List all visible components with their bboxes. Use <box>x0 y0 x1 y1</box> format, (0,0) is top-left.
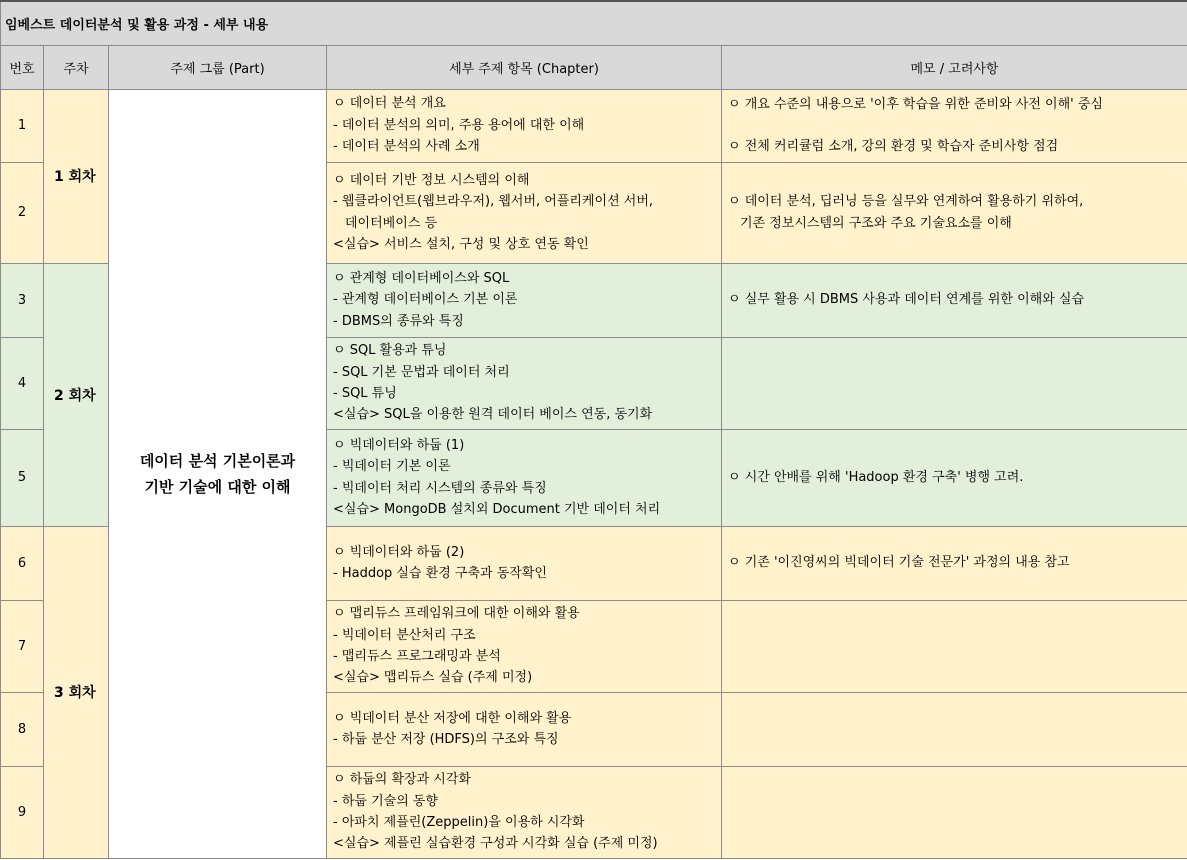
table-row <box>1 89 1187 162</box>
memo-line: 기존 정보시스템의 구조와 주요 기술요소를 이해 <box>740 215 1012 231</box>
memo-line: ㅇ 개요 수준의 내용으로 '이후 학습을 위한 준비와 사전 이해' 중심 <box>728 96 1103 112</box>
chapter-line: - 빅데이터 분산처리 구조 <box>333 627 476 643</box>
memo-line <box>728 115 1187 136</box>
row-number[interactable]: 3 <box>1 263 44 337</box>
chapter-line: ㅇ SQL 활용과 튜닝 <box>333 343 447 359</box>
chapter-line: <실습> 제플린 실습환경 구성과 시각화 실습 (주제 미정) <box>333 836 658 852</box>
chapter-line: - Haddop 실습 환경 구축과 동작확인 <box>333 566 547 581</box>
week-cell[interactable]: 1 회차 <box>44 89 109 263</box>
row-number[interactable]: 1 <box>1 89 44 162</box>
chapter-line: ㅇ 빅데이터와 하둡 (1) <box>333 437 465 453</box>
week-cell[interactable]: 3 회차 <box>44 526 109 858</box>
row-number[interactable]: 2 <box>1 162 44 263</box>
chapter-cell[interactable] <box>327 600 722 692</box>
chapter-line: ㅇ 데이터 분석 개요 <box>333 96 446 112</box>
chapter-cell[interactable] <box>327 429 722 526</box>
memo-line: ㅇ 전체 커리큘럼 소개, 강의 환경 및 학습자 준비사항 점검 <box>728 139 1059 154</box>
memo-cell[interactable] <box>722 526 1187 600</box>
chapter-line: ㅇ 관계형 데이터베이스와 SQL <box>333 270 510 286</box>
memo-cell[interactable] <box>722 692 1187 766</box>
chapter-line: ㅇ 빅데이터 분산 저장에 대한 이해와 활용 <box>333 710 572 726</box>
header-week[interactable]: 주차 <box>44 45 109 89</box>
header-memo[interactable]: 메모 / 고려사항 <box>722 45 1187 89</box>
part-line: 데이터 분석 기본이론과 <box>139 451 296 470</box>
chapter-cell[interactable] <box>327 337 722 429</box>
chapter-line: - SQL 튜닝 <box>333 386 397 401</box>
sheet-title[interactable]: 임베스트 데이터분석 및 활용 과정 - 세부 내용 <box>1 1 1187 45</box>
row-number[interactable]: 4 <box>1 337 44 429</box>
row-number[interactable]: 7 <box>1 600 44 692</box>
chapter-line: - DBMS의 종류와 특징 <box>333 313 464 329</box>
header-part[interactable]: 주제 그룹 (Part) <box>109 45 327 89</box>
memo-cell[interactable] <box>722 263 1187 337</box>
memo-cell[interactable] <box>722 337 1187 429</box>
chapter-line: - 아파치 제플린(Zeppelin)을 이용하 시각화 <box>333 815 585 830</box>
chapter-cell[interactable] <box>327 263 722 337</box>
chapter-cell[interactable] <box>327 692 722 766</box>
memo-line: ㅇ 데이터 분석, 딥러닝 등을 실무와 연계하여 활용하기 위하여, <box>728 194 1084 210</box>
chapter-line: 데이터베이스 등 <box>345 215 438 231</box>
chapter-line: <실습> SQL을 이용한 원격 데이터 베이스 연동, 동기화 <box>333 407 653 423</box>
chapter-line: - 데이터 분석의 의미, 주용 용어에 대한 이해 <box>333 117 585 133</box>
part-line: 기반 기술에 대한 이해 <box>144 477 291 496</box>
memo-cell[interactable] <box>722 89 1187 162</box>
row-number[interactable]: 6 <box>1 526 44 600</box>
chapter-line: - 하둡 기술의 동향 <box>333 793 438 809</box>
chapter-line: ㅇ 데이터 기반 정보 시스템의 이해 <box>333 172 530 188</box>
chapter-line: <실습> 서비스 설치, 구성 및 상호 연동 확인 <box>333 236 589 252</box>
header-number[interactable]: 번호 <box>1 45 44 89</box>
header-chapter[interactable]: 세부 주제 항목 (Chapter) <box>327 45 722 89</box>
row-number[interactable]: 9 <box>1 766 44 858</box>
chapter-line: - 웹클라이언트(웹브라우저), 웹서버, 어플리케이션 서버, <box>333 194 654 210</box>
memo-line: ㅇ 시간 안배를 위해 'Hadoop 환경 구축' 병행 고려. <box>728 469 1024 485</box>
chapter-line: <실습> MongoDB 설치외 Document 기반 데이터 처리 <box>333 501 661 517</box>
memo-cell[interactable] <box>722 429 1187 526</box>
chapter-cell[interactable] <box>327 766 722 858</box>
chapter-line: ㅇ 빅데이터와 하둡 (2) <box>333 544 465 560</box>
chapter-cell[interactable] <box>327 162 722 263</box>
chapter-cell[interactable] <box>327 526 722 600</box>
chapter-line: - 데이터 분석의 사례 소개 <box>333 139 480 155</box>
chapter-line: - SQL 기본 문법과 데이터 처리 <box>333 364 510 380</box>
row-number[interactable]: 8 <box>1 692 44 766</box>
memo-line: ㅇ 기존 '이진영씨의 빅데이터 기술 전문가' 과정의 내용 참고 <box>728 555 1070 571</box>
chapter-line: - 빅데이터 처리 시스템의 종류와 특징 <box>333 480 547 496</box>
chapter-line: ㅇ 맵리듀스 프레임워크에 대한 이해와 활용 <box>333 606 580 622</box>
chapter-line: <실습> 맵리듀스 실습 (주제 미정) <box>333 670 533 686</box>
chapter-line: - 빅데이터 기본 이론 <box>333 459 451 475</box>
memo-cell[interactable] <box>722 766 1187 858</box>
part-cell[interactable] <box>109 89 327 858</box>
chapter-line: - 하둡 분산 저장 (HDFS)의 구조와 특징 <box>333 732 559 747</box>
chapter-line: ㅇ 하둡의 확장과 시각화 <box>333 772 471 788</box>
chapter-cell[interactable] <box>327 89 722 162</box>
memo-cell[interactable] <box>722 162 1187 263</box>
memo-line: ㅇ 실무 활용 시 DBMS 사용과 데이터 연계를 위한 이해와 실습 <box>728 292 1084 308</box>
chapter-line: - 맵리듀스 프로그래밍과 분석 <box>333 649 501 664</box>
week-cell[interactable]: 2 회차 <box>44 263 109 526</box>
row-number[interactable]: 5 <box>1 429 44 526</box>
memo-cell[interactable] <box>722 600 1187 692</box>
chapter-line: - 관계형 데이터베이스 기본 이론 <box>333 292 518 308</box>
